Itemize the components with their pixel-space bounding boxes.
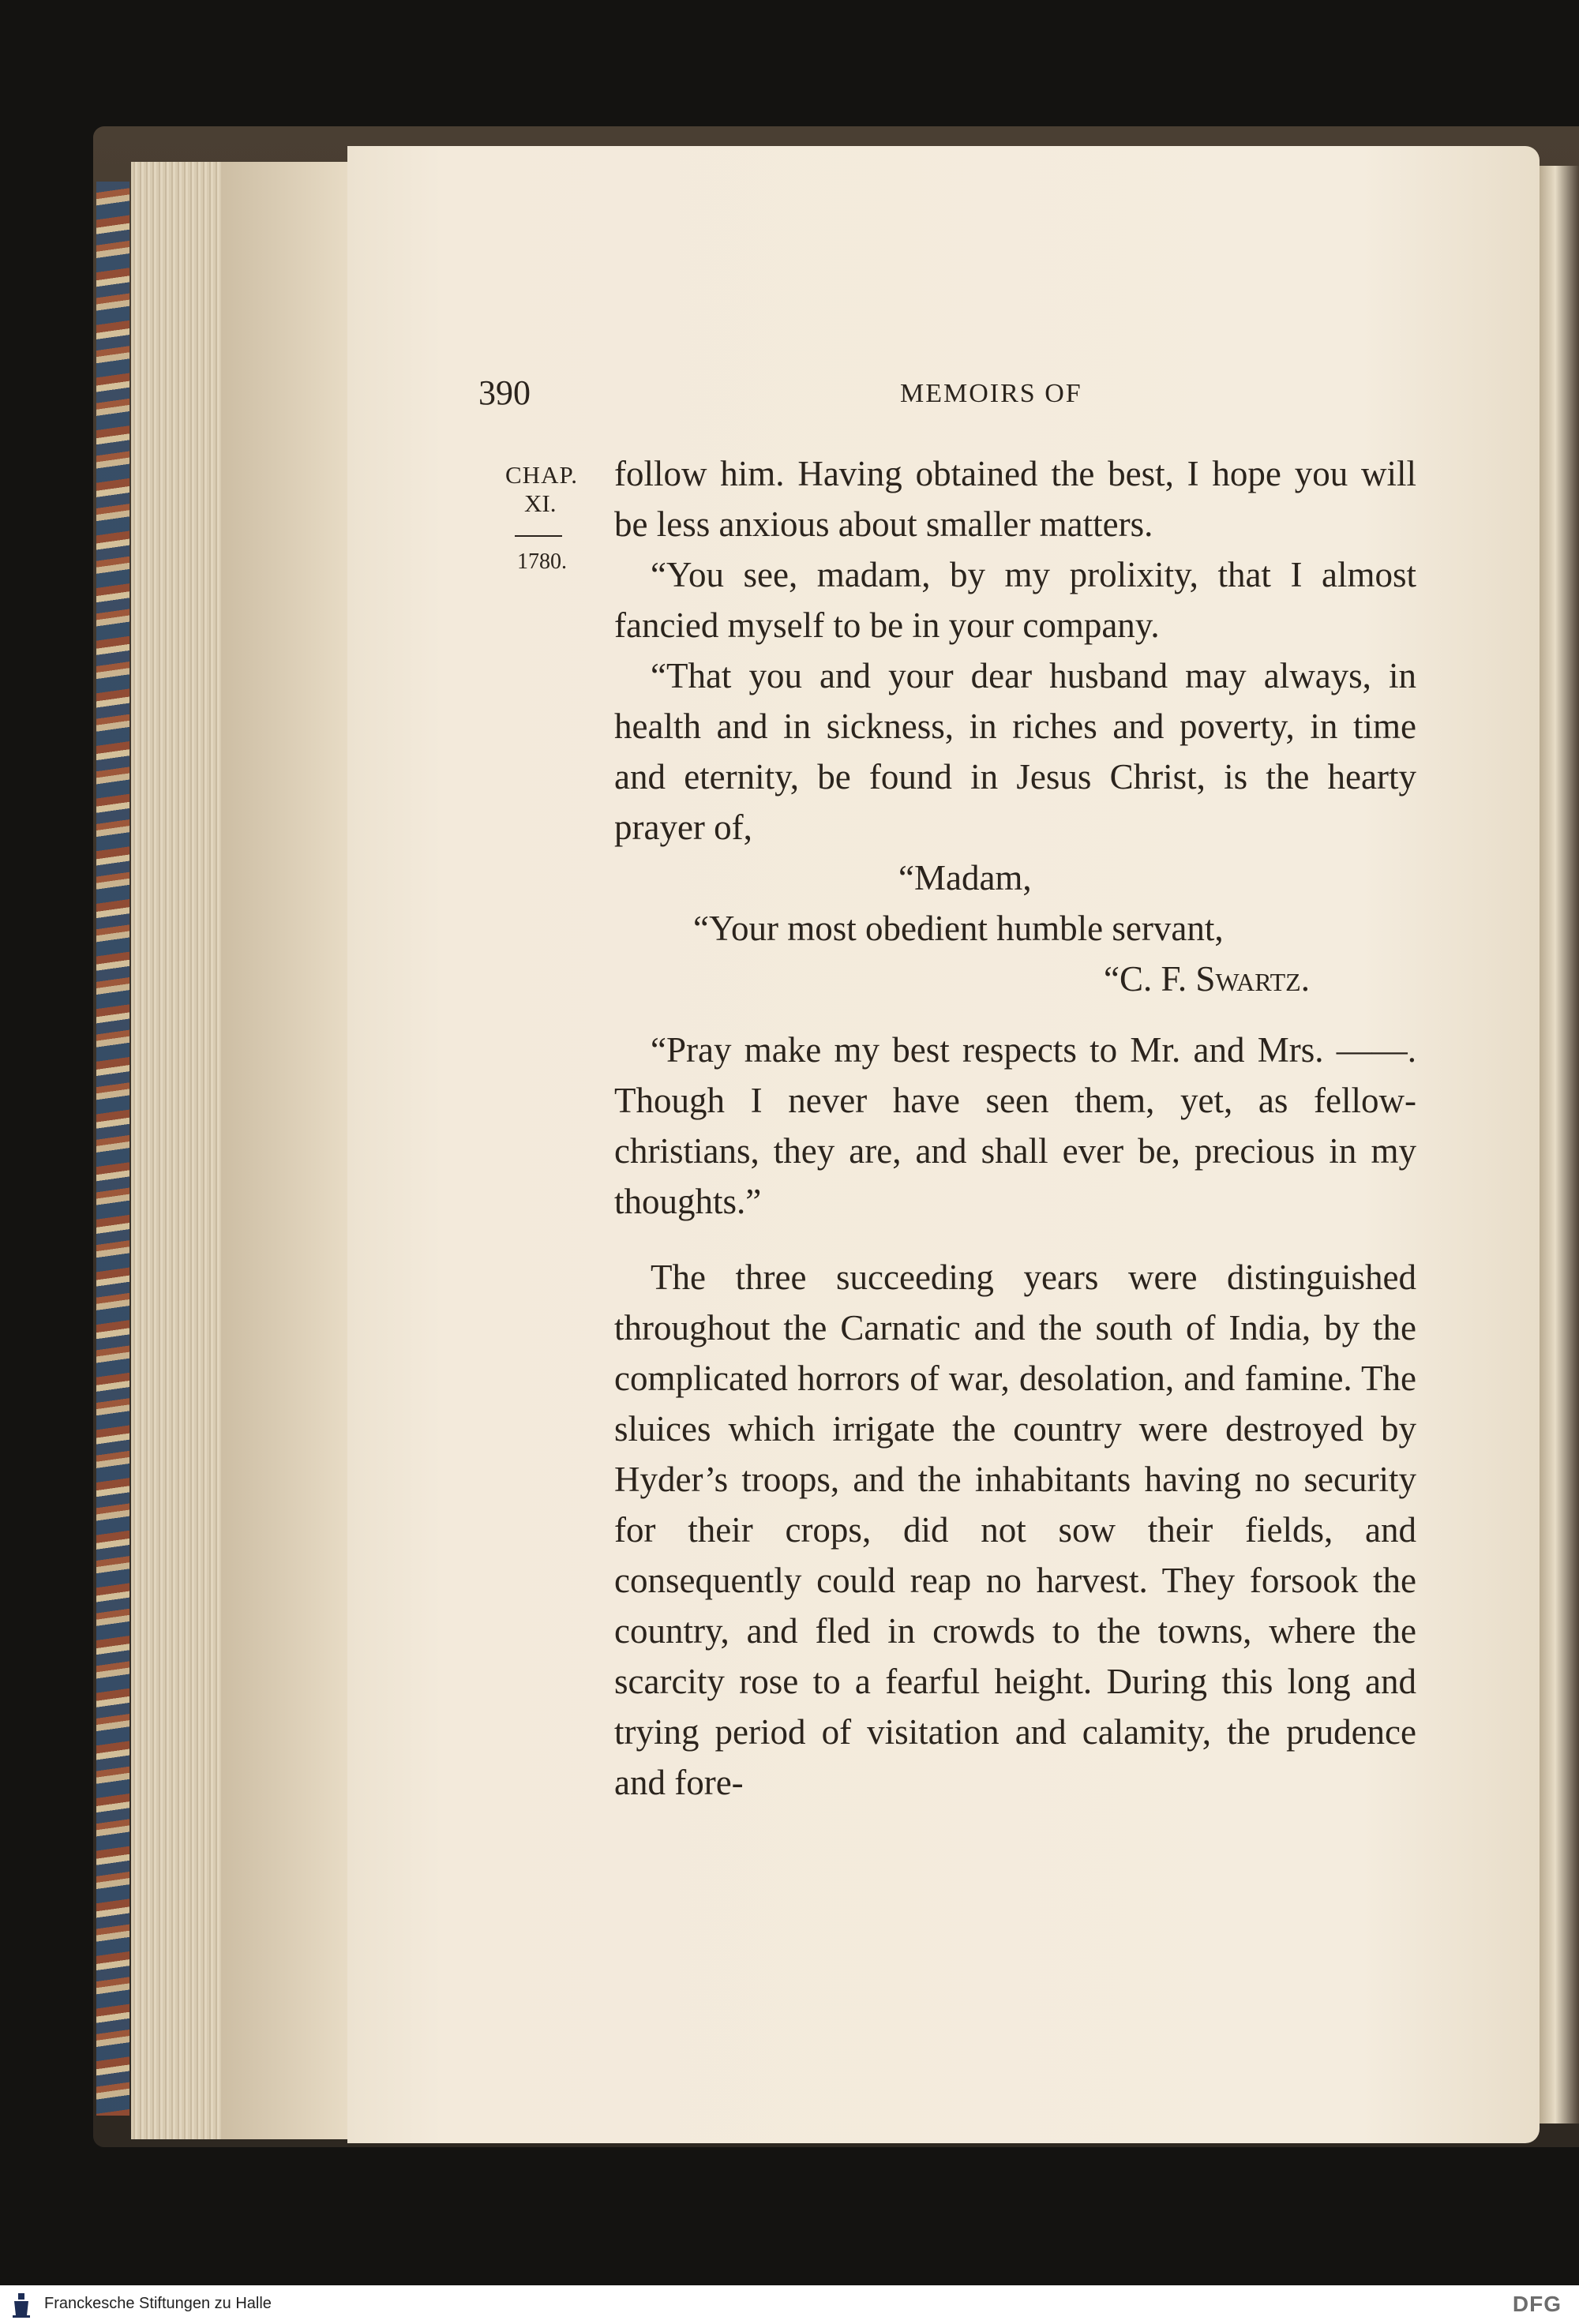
paragraph-3: “That you and your dear husband may always, in health and in sickness, in riches and poverty, in time and eternity, be found in Jesus Christ, is the hearty prayer of,	[614, 656, 1416, 847]
funder-logo: DFG	[1512, 2292, 1562, 2316]
footer-bar	[0, 2285, 1579, 2324]
paragraph-2: “You see, madam, by my prolixity, that I almost fancied myself to be in your company.	[614, 555, 1416, 645]
paragraph-5: The three succeeding years were distinguished throughout the Carnatic and the south of India, by the complicated horrors of war, desolation, and famine. The sluices which irrigate the country were destroyed by Hyder’s troops, and the inhabitants having no security for their crops, did not sow their fields, and consequently could reap no harvest. They forsook the country, and fled in crowds to the towns, where the scarcity rose to a fearful height. During this long and trying period of visitation and calamity, the prudence and fore-	[614, 1258, 1416, 1802]
margin-year: 1780.	[517, 549, 567, 574]
letter-salutation: “Madam,	[898, 858, 1032, 898]
institution-logo-icon	[11, 2292, 32, 2318]
page-number: 390	[478, 373, 531, 412]
body-text	[614, 448, 1416, 1808]
margin-chapter-label: CHAP.	[505, 461, 579, 489]
running-title: MEMOIRS OF	[900, 379, 1082, 408]
letter-signature: “C. F. Swartz.	[1104, 959, 1310, 999]
institution-name: Franckesche Stiftungen zu Halle	[44, 2295, 272, 2312]
margin-rule	[515, 535, 562, 537]
paragraph-1: follow him. Having obtained the best, I hope you will be less anxious about smaller matters.	[614, 454, 1416, 544]
paragraph-postscript: “Pray make my best respects to Mr. and Mrs. ——. Though I never have seen them, yet, as fellow-christians, they are, and shall ever be, precious in my thoughts.”	[614, 1030, 1416, 1221]
margin-chapter-number: XI.	[524, 489, 557, 517]
letter-closing: “Your most obedient humble servant,	[693, 909, 1224, 948]
